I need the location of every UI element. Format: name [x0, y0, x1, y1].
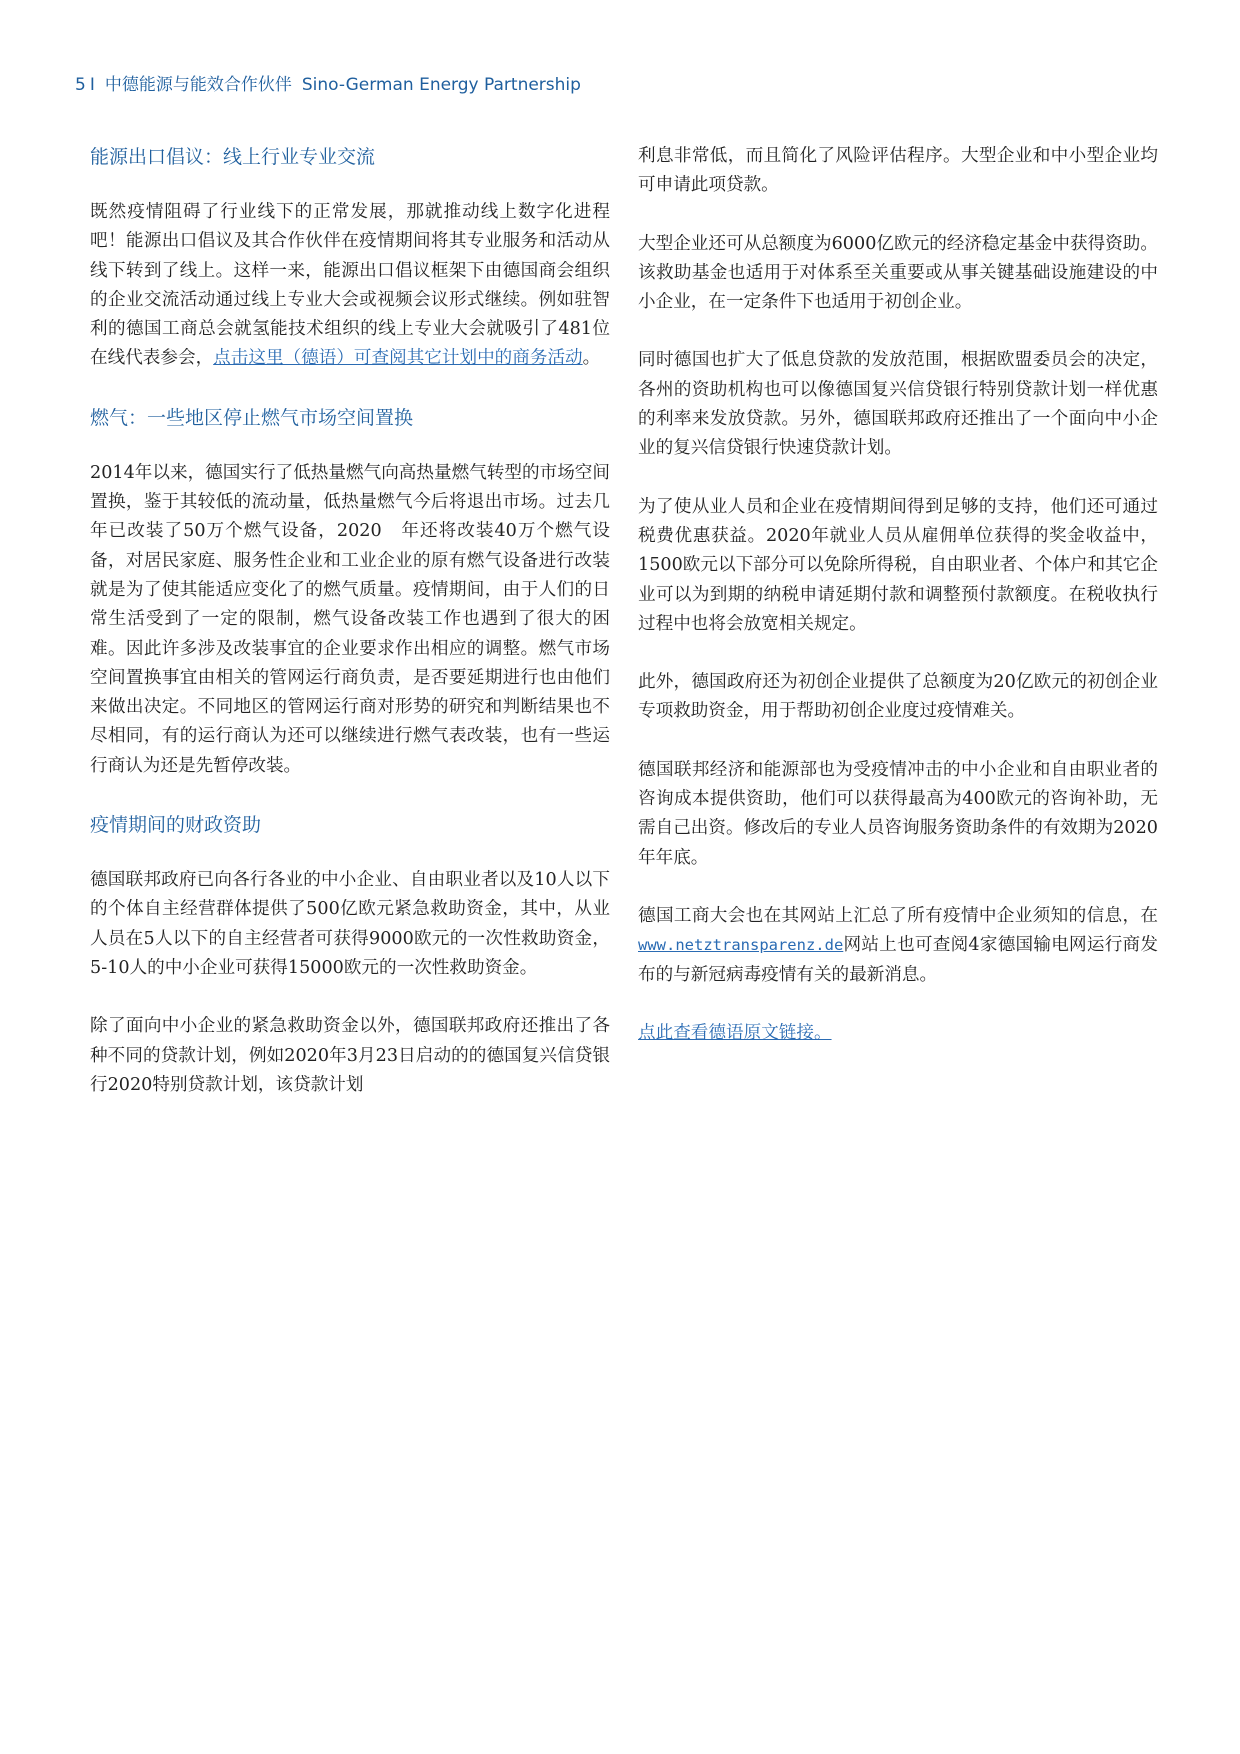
- paragraph-loan-interest: 利息非常低，而且简化了风险评估程序。大型企业和中小型企业均可申请此项贷款。: [638, 146, 1158, 196]
- paragraph-startup-fund: 此外，德国政府还为初创企业提供了总额度为20亿欧元的初创企业专项救助资金，用于帮助初创企业度过疫情难关。: [638, 672, 1158, 722]
- header-title-en: Sino-German Energy Partnership: [301, 75, 581, 95]
- paragraph-energy-export: [90, 198, 610, 374]
- paragraph-tax-relief: 为了使从业人员和企业在疫情期间得到足够的支持，他们还可通过税费优惠获益。2020年就业人员从雇佣单位获得的奖金收益中，1500欧元以下部分可以免除所得税，自由职业者、个体户和其它企业可以为到期的纳税申请延期付款和调整预付款额度。在税收执行过程中也将会放宽相关规定。: [638, 496, 1158, 634]
- header-separator: I: [89, 75, 95, 95]
- paragraph-source-link: [638, 1019, 1158, 1048]
- paragraph-consulting-aid: 德国联邦经济和能源部也为受疫情冲击的中小企业和自由职业者的咨询成本提供资助，他们可以获得最高为400欧元的咨询补助，无需自己出资。修改后的专业人员咨询服务资助条件的有效期为2020年年底。: [638, 759, 1158, 868]
- page-number: 5: [75, 75, 86, 95]
- paragraph-text: 德国工商大会也在其网站上汇总了所有疫情中企业须知的信息，在: [638, 905, 1158, 926]
- section-heading-financial-aid: 疫情期间的财政资助: [90, 814, 262, 837]
- paragraph-loan-programs: 除了面向中小企业的紧急救助资金以外，德国联邦政府还推出了各种不同的贷款计划，例如2020年3月23日启动的的德国复兴信贷银行2020特别贷款计划，该贷款计划: [90, 1016, 610, 1095]
- left-column: [90, 142, 610, 1129]
- german-original-link[interactable]: 点此查看德语原文链接。: [638, 1022, 832, 1043]
- page-header: [75, 70, 581, 95]
- paragraph-text: 网站上也可查阅4家德国输电网运行商发布的与新冠病毒疫情有关的最新消息。: [638, 935, 1158, 985]
- right-column: [638, 142, 1158, 1077]
- netztransparenz-link[interactable]: www.netztransparenz.de: [638, 936, 844, 955]
- section-heading-gas: 燃气：一些地区停止燃气市场空间置换: [90, 406, 414, 429]
- paragraph-emergency-aid: 德国联邦政府已向各行各业的中小企业、自由职业者以及10人以下的个体自主经营群体提供了500亿欧元紧急救助资金，其中，从业人员在5人以下的自主经营者可获得9000欧元的一次性救助资金，5-10人的中小企业可获得15000欧元的一次性救助资金。: [90, 870, 610, 978]
- paragraph-low-interest-loans: 同时德国也扩大了低息贷款的发放范围，根据欧盟委员会的决定，各州的资助机构也可以像德国复兴信贷银行特别贷款计划一样优惠的利率来发放贷款。另外，德国联邦政府还推出了一个面向中小企业的复兴信贷银行快速贷款计划。: [638, 350, 1158, 459]
- paragraph-gas: 2014年以来，德国实行了低热量燃气向高热量燃气转型的市场空间置换，鉴于其较低的流动量，低热量燃气今后将退出市场。过去几年已改装了50万个燃气设备，2020 年还将改装40万个燃气设备，对居民家庭、服务性企业和工业企业的原有燃气设备进行改装就是为了使其能适应变化了的燃气质量。疫情期间，由于人们的日常生活受到了一定的限制，燃气设备改装工作也遇到了很大的困难。因此许多涉及改装事宜的企业要求作出相应的调整。燃气市场空间置换事宜由相关的管网运行商负责，是否要延期进行也由他们来做出决定。不同地区的管网运行商对形势的研究和判断结果也不尽相同，有的运行商认为还可以继续进行燃气表改装，也有一些运行商认为还是先暂停改装。: [90, 462, 610, 776]
- paragraph-text: 既然疫情阻碍了行业线下的正常发展，那就推动线上数字化进程吧！能源出口倡议及其合作伙伴在疫情期间将其专业服务和活动从线下转到了线上。这样一来，能源出口倡议框架下由德国商会组织的企业交流活动通过线上专业大会或视频会议形式继续。例如驻智利的德国工商总会就氢能技术组织的线上专业大会就吸引了481位在线代表参会，: [90, 202, 610, 369]
- paragraph-end: 。: [582, 348, 601, 369]
- business-events-link[interactable]: 点击这里（德语）可查阅其它计划中的商务活动: [213, 348, 583, 369]
- header-title-cn: 中德能源与能效合作伙伴: [104, 75, 292, 95]
- section-heading-energy-export: 能源出口倡议：线上行业专业交流: [90, 146, 376, 168]
- paragraph-stabilization-fund: 大型企业还可从总额度为6000亿欧元的经济稳定基金中获得资助。该救助基金也适用于对体系至关重要或从事关键基础设施建设的中小企业，在一定条件下也适用于初创企业。: [638, 233, 1158, 313]
- paragraph-dihk-info: [638, 902, 1158, 990]
